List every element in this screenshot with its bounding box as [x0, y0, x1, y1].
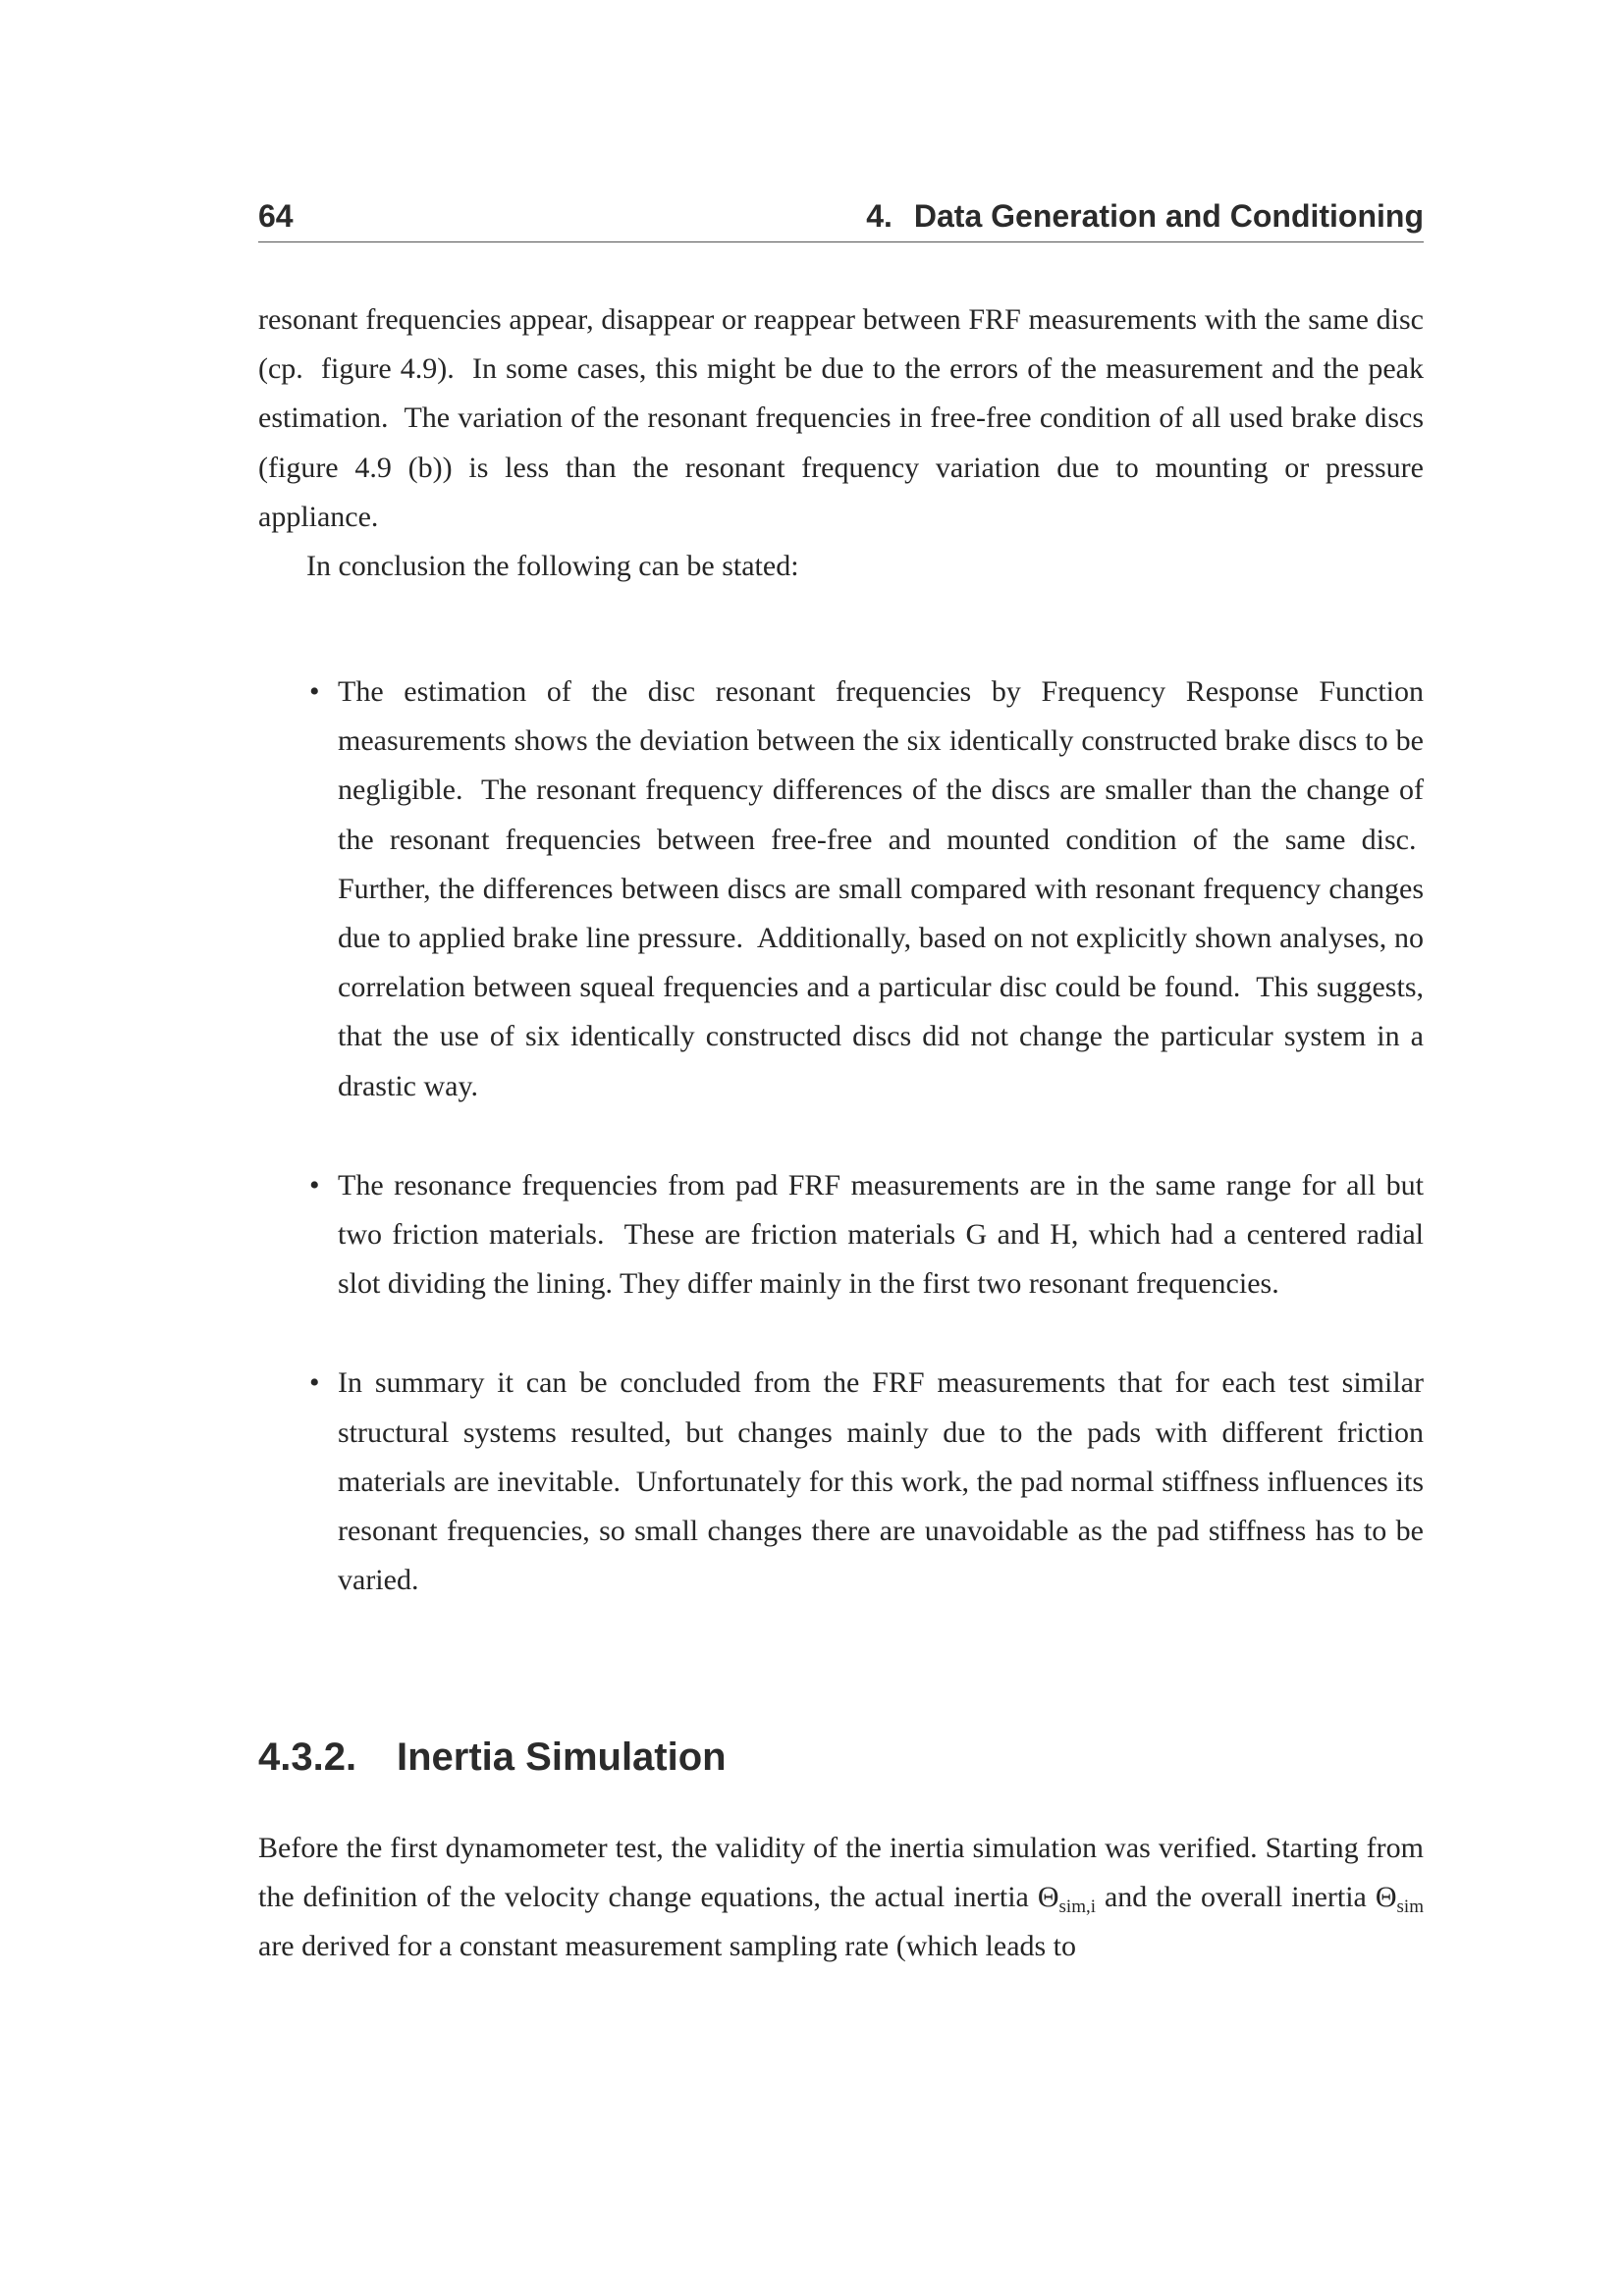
section-heading: [258, 1735, 1424, 1780]
intro-paragraph: resonant frequencies appear, disappear or reappear between FRF measurements with the same disc (cp. figure 4.9). In some cases, this might be due to the errors of the measurement and the peak estimation. The variation of the resonant frequencies in free-free condition of all used brake discs (figure 4.9 (b)) is less than the resonant frequency variation due to mounting or pressure appliance.: [258, 303, 1424, 533]
bullet-icon: •: [309, 1366, 320, 1400]
chapter-title: Data Generation and Conditioning: [913, 198, 1424, 234]
conclusion-list: [258, 667, 1424, 1655]
bullet-icon: •: [309, 1168, 320, 1201]
conclusion-lead: In conclusion the following can be stated:: [306, 550, 799, 583]
section-paragraph: [258, 1824, 1424, 1972]
intro-block: [258, 295, 1424, 591]
list-item-text: In summary it can be concluded from the FRF measurements that for each test similar structural systems resulted, but changes mainly due to the pads with different friction materials are inevitable. Unfortunately for this work, the pad normal stiffness influences its resonant frequencies, so small changes there are unavoidable as the pad stiffness has to be varied.: [338, 1366, 1424, 1597]
section-body: [258, 1824, 1424, 1972]
section-text-part-1: Before the first dynamometer test, the validity of the inertia simulation was verified. Starting from the definition of the velocity change equations, the actual inertia Θ: [258, 1832, 1424, 1914]
subscript-sim: sim: [1396, 1896, 1424, 1918]
list-item-text: The resonance frequencies from pad FRF measurements are in the same range for all but two friction materials. These are friction materials G and H, which had a centered radial slot dividing the lining. They differ mainly in the first two resonant frequencies.: [338, 1168, 1424, 1301]
subscript-sim-i: sim,i: [1058, 1896, 1096, 1918]
list-item: [258, 667, 1424, 1111]
bullet-icon: •: [309, 675, 320, 708]
section-text-part-2: and the overall inertia Θ: [1096, 1881, 1397, 1914]
list-item: [258, 1359, 1424, 1605]
document-page: [258, 0, 1424, 2296]
list-item-text: The estimation of the disc resonant frequencies by Frequency Response Function measurements shows the deviation between the six identically constructed brake discs to be negligible. The resonant frequency differences of the discs are smaller than the change of the resonant frequencies between free-free and mounted condition of the same disc. Further, the differences between discs are small compared with resonant frequency changes due to applied brake line pressure. Additionally, based on not explicitly shown analyses, no correlation between squeal frequencies and a particular disc could be found. This suggests, that the use of six identically constructed discs did not change the particular system in a drastic way.: [338, 675, 1424, 1102]
section-number: 4.3.2.: [258, 1735, 357, 1779]
page-number: 64: [258, 198, 294, 234]
running-header: [258, 196, 1424, 242]
section-title: Inertia Simulation: [397, 1735, 727, 1779]
chapter-number: 4.: [866, 198, 893, 234]
section-text-part-3: are derived for a constant measurement sampling rate (which leads to: [258, 1930, 1077, 1963]
list-item: [258, 1161, 1424, 1309]
chapter-heading: [866, 198, 1424, 235]
